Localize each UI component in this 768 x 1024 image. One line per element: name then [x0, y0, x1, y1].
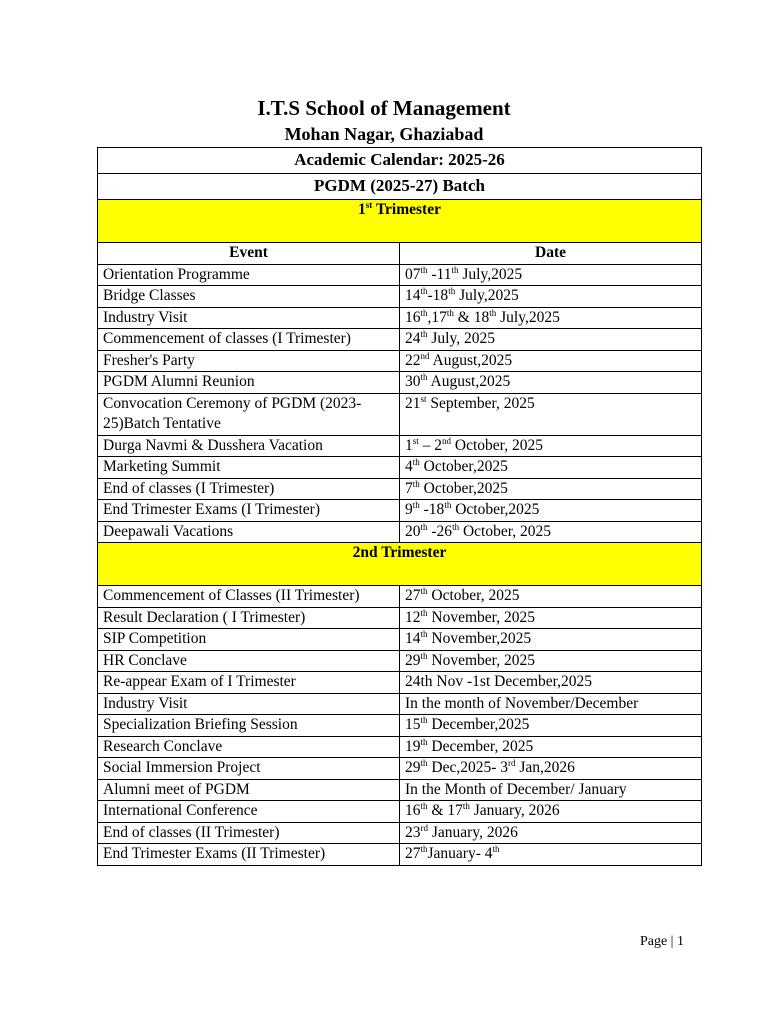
event-cell: End Trimester Exams (I Trimester)	[98, 500, 400, 522]
event-cell: Fresher's Party	[98, 350, 400, 372]
calendar-row	[98, 822, 702, 844]
calendar-row	[98, 329, 702, 351]
event-cell: End of classes (I Trimester)	[98, 478, 400, 500]
calendar-row	[98, 779, 702, 801]
event-cell: SIP Competition	[98, 629, 400, 651]
date-cell: 07th -11th July,2025	[400, 264, 702, 286]
trimester-2-heading: 2nd Trimester	[98, 543, 702, 586]
date-cell: 19th December, 2025	[400, 736, 702, 758]
date-cell: 24th Nov -1st December,2025	[400, 672, 702, 694]
calendar-row	[98, 758, 702, 780]
date-cell: 16th & 17th January, 2026	[400, 801, 702, 823]
event-cell: Convocation Ceremony of PGDM (2023-25)Batch Tentative	[98, 393, 400, 435]
calendar-row	[98, 478, 702, 500]
date-cell: 24th July, 2025	[400, 329, 702, 351]
date-cell: In the Month of December/ January	[400, 779, 702, 801]
event-cell: End of classes (II Trimester)	[98, 822, 400, 844]
date-cell: 14th November,2025	[400, 629, 702, 651]
date-cell: 29th November, 2025	[400, 650, 702, 672]
calendar-row	[98, 393, 702, 435]
calendar-row	[98, 672, 702, 694]
calendar-heading: Academic Calendar: 2025-26	[98, 148, 702, 174]
date-cell: 27th October, 2025	[400, 586, 702, 608]
calendar-row	[98, 350, 702, 372]
calendar-row	[98, 286, 702, 308]
event-cell: Alumni meet of PGDM	[98, 779, 400, 801]
calendar-row	[98, 500, 702, 522]
event-cell: Re-appear Exam of I Trimester	[98, 672, 400, 694]
calendar-row	[98, 629, 702, 651]
calendar-row	[98, 736, 702, 758]
event-cell: Result Declaration ( I Trimester)	[98, 607, 400, 629]
calendar-row	[98, 844, 702, 866]
page-number: Page | 1	[639, 934, 684, 949]
event-column-header: Event	[98, 243, 400, 265]
calendar-row	[98, 586, 702, 608]
event-cell: Deepawali Vacations	[98, 521, 400, 543]
date-cell: 27thJanuary- 4th	[400, 844, 702, 866]
event-cell: Commencement of Classes (II Trimester)	[98, 586, 400, 608]
trimester-1-heading: 1st Trimester	[98, 200, 702, 243]
date-cell: 9th -18th October,2025	[400, 500, 702, 522]
calendar-row	[98, 607, 702, 629]
date-cell: 20th -26th October, 2025	[400, 521, 702, 543]
event-cell: HR Conclave	[98, 650, 400, 672]
event-cell: Bridge Classes	[98, 286, 400, 308]
date-cell: 21st September, 2025	[400, 393, 702, 435]
event-cell: Specialization Briefing Session	[98, 715, 400, 737]
event-cell: Industry Visit	[98, 693, 400, 715]
calendar-row	[98, 372, 702, 394]
date-cell: 7th October,2025	[400, 478, 702, 500]
calendar-row	[98, 264, 702, 286]
calendar-row	[98, 693, 702, 715]
date-cell: 14th-18th July,2025	[400, 286, 702, 308]
calendar-row	[98, 650, 702, 672]
event-cell: PGDM Alumni Reunion	[98, 372, 400, 394]
calendar-row	[98, 435, 702, 457]
date-cell: 15th December,2025	[400, 715, 702, 737]
location-subtitle: Mohan Nagar, Ghaziabad	[284, 124, 484, 144]
event-cell: International Conference	[98, 801, 400, 823]
calendar-row	[98, 457, 702, 479]
calendar-row	[98, 801, 702, 823]
date-cell: 23rd January, 2026	[400, 822, 702, 844]
date-cell: 4th October,2025	[400, 457, 702, 479]
event-cell: Industry Visit	[98, 307, 400, 329]
date-cell: 12th November, 2025	[400, 607, 702, 629]
calendar-row	[98, 715, 702, 737]
date-cell: 22nd August,2025	[400, 350, 702, 372]
date-cell: 29th Dec,2025- 3rd Jan,2026	[400, 758, 702, 780]
event-cell: Social Immersion Project	[98, 758, 400, 780]
event-cell: Commencement of classes (I Trimester)	[98, 329, 400, 351]
event-cell: Orientation Programme	[98, 264, 400, 286]
academic-calendar-table	[97, 147, 702, 866]
event-cell: Durga Navmi & Dusshera Vacation	[98, 435, 400, 457]
event-cell: Research Conclave	[98, 736, 400, 758]
batch-heading: PGDM (2025-27) Batch	[98, 174, 702, 200]
event-cell: End Trimester Exams (II Trimester)	[98, 844, 400, 866]
date-cell: 1st – 2nd October, 2025	[400, 435, 702, 457]
date-cell: 30th August,2025	[400, 372, 702, 394]
calendar-row	[98, 521, 702, 543]
event-cell: Marketing Summit	[98, 457, 400, 479]
date-cell: In the month of November/December	[400, 693, 702, 715]
date-cell: 16th,17th & 18th July,2025	[400, 307, 702, 329]
calendar-row	[98, 307, 702, 329]
date-column-header: Date	[400, 243, 702, 265]
institution-title: I.T.S School of Management	[257, 96, 511, 120]
